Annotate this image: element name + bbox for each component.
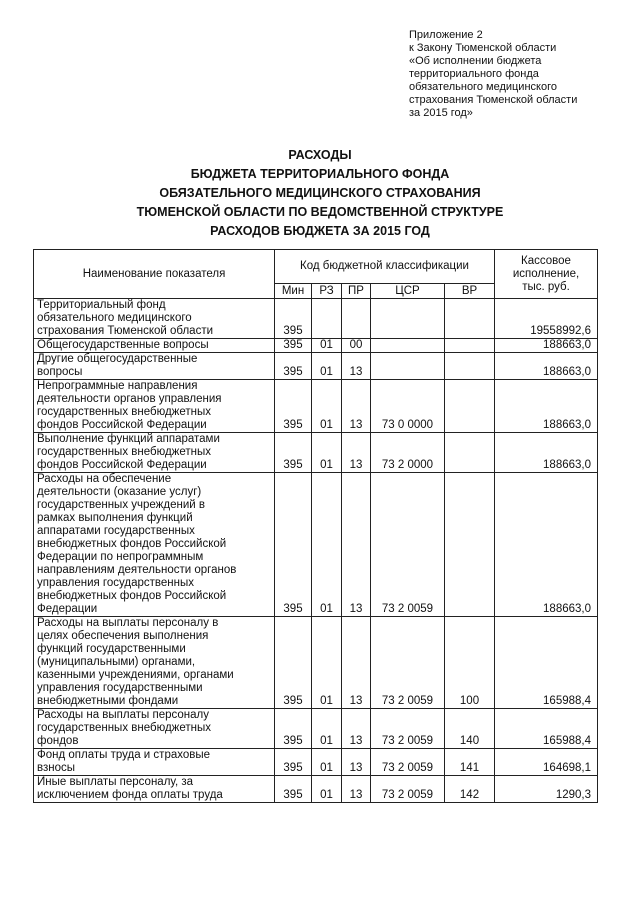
annex-line: территориального фонда bbox=[409, 68, 539, 80]
cell-pr: 13 bbox=[342, 776, 371, 803]
header-amount-line: тыс. руб. bbox=[522, 280, 570, 293]
row-name bbox=[34, 749, 275, 776]
cell-amount: 188663,0 bbox=[495, 473, 598, 617]
cell-pr: 00 bbox=[342, 339, 371, 353]
cell-min: 395 bbox=[275, 433, 312, 473]
cell-vr bbox=[445, 473, 495, 617]
row-name-line: взносы bbox=[37, 762, 76, 774]
title-line: РАСХОДЫ bbox=[288, 148, 352, 162]
cell-csr: 73 2 0000 bbox=[371, 433, 445, 473]
cell-csr: 73 0 0000 bbox=[371, 380, 445, 433]
cell-pr: 13 bbox=[342, 617, 371, 709]
row-name-line: государственных учреждений в bbox=[37, 499, 205, 511]
header-rz: РЗ bbox=[312, 284, 342, 299]
row-name-line: исключением фонда оплаты труда bbox=[37, 789, 223, 801]
row-name-line: государственных внебюджетных bbox=[37, 446, 211, 458]
cell-rz: 01 bbox=[312, 380, 342, 433]
cell-vr: 140 bbox=[445, 709, 495, 749]
cell-vr bbox=[445, 339, 495, 353]
expenses-table bbox=[33, 249, 598, 803]
row-name-line: Расходы на выплаты персоналу в bbox=[37, 617, 219, 629]
row-name-line: управления государственными bbox=[37, 682, 203, 694]
header-pr: ПР bbox=[342, 284, 371, 299]
cell-amount: 188663,0 bbox=[495, 380, 598, 433]
cell-min: 395 bbox=[275, 299, 312, 339]
row-name-line: вопросы bbox=[37, 366, 83, 378]
row-name bbox=[34, 380, 275, 433]
row-name-line: внебюджетных фондов Российской bbox=[37, 538, 227, 550]
row-name-line: страхования Тюменской области bbox=[37, 325, 214, 337]
document-title bbox=[0, 146, 640, 241]
header-amount bbox=[495, 250, 598, 299]
cell-min: 395 bbox=[275, 776, 312, 803]
cell-vr bbox=[445, 299, 495, 339]
cell-vr: 142 bbox=[445, 776, 495, 803]
row-name-line: Выполнение функций аппаратами bbox=[37, 433, 220, 445]
row-name bbox=[34, 776, 275, 803]
header-csr: ЦСР bbox=[371, 284, 445, 299]
cell-vr bbox=[445, 353, 495, 380]
row-name-line: Территориальный фонд bbox=[37, 299, 166, 311]
row-name-line: Федерации по непрограммным bbox=[37, 551, 204, 563]
title-line: БЮДЖЕТА ТЕРРИТОРИАЛЬНОГО ФОНДА bbox=[190, 167, 450, 181]
cell-amount: 1290,3 bbox=[495, 776, 598, 803]
row-name-line: (муниципальными) органами, bbox=[37, 656, 196, 668]
row-name-line: казенными учреждениями, органами bbox=[37, 669, 234, 681]
row-name-line: рамках выполнения функций bbox=[37, 512, 193, 524]
row-name-line: Расходы на обеспечение bbox=[37, 473, 172, 485]
cell-min: 395 bbox=[275, 380, 312, 433]
row-name bbox=[34, 353, 275, 380]
row-name-line: Фонд оплаты труда и страховые bbox=[37, 749, 211, 761]
row-name-line: Иные выплаты персоналу, за bbox=[37, 776, 194, 788]
row-name bbox=[34, 617, 275, 709]
cell-amount: 165988,4 bbox=[495, 617, 598, 709]
cell-pr: 13 bbox=[342, 749, 371, 776]
table-row bbox=[34, 433, 598, 473]
table-row bbox=[34, 380, 598, 433]
cell-pr: 13 bbox=[342, 709, 371, 749]
title-line: ТЮМЕНСКОЙ ОБЛАСТИ ПО ВЕДОМСТВЕННОЙ СТРУКТУРЕ bbox=[136, 205, 504, 219]
annex-line: к Закону Тюменской области bbox=[409, 42, 557, 54]
title-line: РАСХОДОВ БЮДЖЕТА ЗА 2015 ГОД bbox=[210, 224, 430, 238]
cell-vr: 100 bbox=[445, 617, 495, 709]
header-min: Мин bbox=[275, 284, 312, 299]
cell-amount: 19558992,6 bbox=[495, 299, 598, 339]
cell-rz: 01 bbox=[312, 433, 342, 473]
row-name bbox=[34, 433, 275, 473]
row-name-line: Другие общегосударственные bbox=[37, 353, 198, 365]
row-name-line: Федерации bbox=[37, 603, 98, 615]
cell-rz: 01 bbox=[312, 617, 342, 709]
row-name-line: функций государственными bbox=[37, 643, 186, 655]
annex-block bbox=[409, 29, 631, 120]
cell-rz: 01 bbox=[312, 339, 342, 353]
cell-min: 395 bbox=[275, 749, 312, 776]
annex-line: страхования Тюменской области bbox=[409, 94, 578, 106]
row-name-line: внебюджетными фондами bbox=[37, 695, 179, 707]
header-name: Наименование показателя bbox=[34, 250, 275, 299]
table-row bbox=[34, 749, 598, 776]
cell-vr: 141 bbox=[445, 749, 495, 776]
annex-line: обязательного медицинского bbox=[409, 81, 557, 93]
row-name-line: обязательного медицинского bbox=[37, 312, 192, 324]
cell-vr bbox=[445, 433, 495, 473]
row-name bbox=[34, 709, 275, 749]
cell-csr: 73 2 0059 bbox=[371, 473, 445, 617]
header-amount-line: исполнение, bbox=[512, 267, 580, 280]
table-row bbox=[34, 339, 598, 353]
cell-rz: 01 bbox=[312, 776, 342, 803]
cell-min: 395 bbox=[275, 353, 312, 380]
cell-amount: 188663,0 bbox=[495, 433, 598, 473]
header-code-group: Код бюджетной классификации bbox=[275, 250, 495, 284]
row-name-line: Общегосударственные вопросы bbox=[37, 339, 209, 351]
cell-amount: 165988,4 bbox=[495, 709, 598, 749]
cell-pr: 13 bbox=[342, 433, 371, 473]
row-name-line: аппаратами государственных bbox=[37, 525, 195, 537]
row-name-line: фондов Российской Федерации bbox=[37, 419, 207, 431]
cell-min: 395 bbox=[275, 617, 312, 709]
table-row bbox=[34, 299, 598, 339]
row-name-line: Непрограммные направления bbox=[37, 380, 198, 392]
cell-rz: 01 bbox=[312, 749, 342, 776]
cell-rz: 01 bbox=[312, 473, 342, 617]
cell-pr bbox=[342, 299, 371, 339]
row-name-line: Расходы на выплаты персоналу bbox=[37, 709, 209, 721]
row-name-line: управления государственных bbox=[37, 577, 194, 589]
annex-line: за 2015 год» bbox=[409, 107, 473, 119]
table-body bbox=[34, 299, 598, 803]
row-name-line: фондов Российской Федерации bbox=[37, 459, 207, 471]
cell-csr: 73 2 0059 bbox=[371, 776, 445, 803]
row-name bbox=[34, 473, 275, 617]
cell-csr bbox=[371, 299, 445, 339]
cell-pr: 13 bbox=[342, 353, 371, 380]
cell-rz: 01 bbox=[312, 709, 342, 749]
table-row bbox=[34, 776, 598, 803]
cell-rz bbox=[312, 299, 342, 339]
cell-csr bbox=[371, 339, 445, 353]
cell-min: 395 bbox=[275, 473, 312, 617]
row-name-line: направлениям деятельности органов bbox=[37, 564, 237, 576]
row-name-line: целях обеспечения выполнения bbox=[37, 630, 209, 642]
cell-amount: 188663,0 bbox=[495, 339, 598, 353]
cell-amount: 188663,0 bbox=[495, 353, 598, 380]
row-name bbox=[34, 339, 275, 353]
table-row bbox=[34, 473, 598, 617]
row-name-line: фондов bbox=[37, 735, 79, 747]
row-name-line: внебюджетных фондов Российской bbox=[37, 590, 227, 602]
cell-rz: 01 bbox=[312, 353, 342, 380]
cell-csr: 73 2 0059 bbox=[371, 709, 445, 749]
cell-amount: 164698,1 bbox=[495, 749, 598, 776]
table-row bbox=[34, 617, 598, 709]
table-row bbox=[34, 353, 598, 380]
table-row bbox=[34, 709, 598, 749]
annex-line: Приложение 2 bbox=[409, 29, 483, 41]
row-name-line: государственных внебюджетных bbox=[37, 722, 211, 734]
row-name-line: деятельности (оказание услуг) bbox=[37, 486, 202, 498]
cell-pr: 13 bbox=[342, 473, 371, 617]
cell-csr: 73 2 0059 bbox=[371, 749, 445, 776]
cell-csr bbox=[371, 353, 445, 380]
row-name bbox=[34, 299, 275, 339]
annex-line: «Об исполнении бюджета bbox=[409, 55, 542, 67]
cell-min: 395 bbox=[275, 709, 312, 749]
row-name-line: государственных внебюджетных bbox=[37, 406, 211, 418]
cell-csr: 73 2 0059 bbox=[371, 617, 445, 709]
cell-vr bbox=[445, 380, 495, 433]
header-amount-line: Кассовое bbox=[521, 254, 571, 267]
cell-pr: 13 bbox=[342, 380, 371, 433]
header-vr: ВР bbox=[445, 284, 495, 299]
title-line: ОБЯЗАТЕЛЬНОГО МЕДИЦИНСКОГО СТРАХОВАНИЯ bbox=[159, 186, 481, 200]
cell-min: 395 bbox=[275, 339, 312, 353]
row-name-line: деятельности органов управления bbox=[37, 393, 222, 405]
